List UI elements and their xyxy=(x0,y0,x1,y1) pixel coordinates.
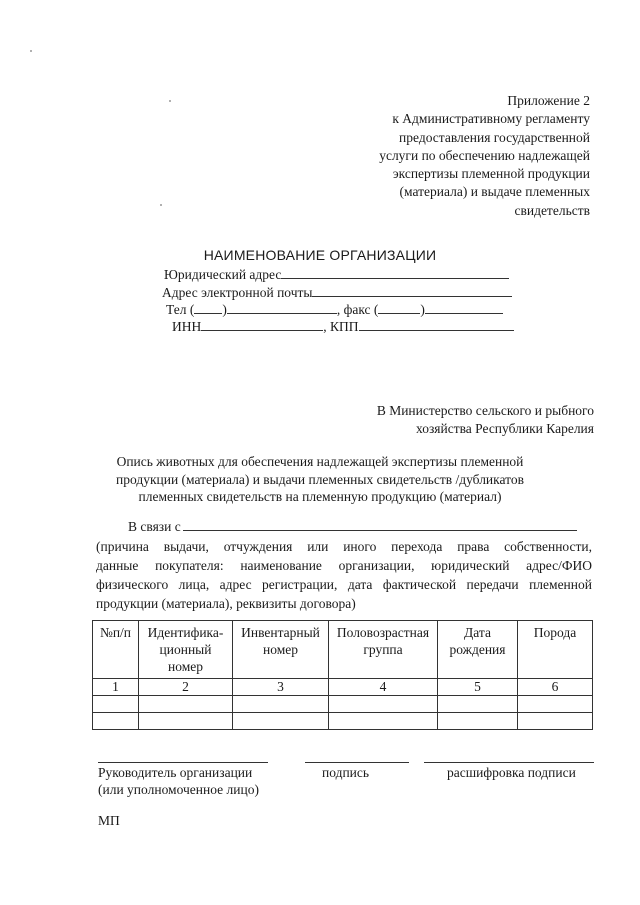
table-cell[interactable] xyxy=(329,713,438,730)
table-cell: 5 xyxy=(438,679,518,696)
phone-code-field[interactable] xyxy=(194,301,222,314)
table-cell[interactable] xyxy=(233,713,329,730)
inn-kpp-row xyxy=(172,318,514,335)
appendix-line: (материала) и выдаче племенных xyxy=(399,184,590,200)
table-header-cell xyxy=(438,621,518,679)
fax-close: ) xyxy=(420,302,425,317)
table-cell[interactable] xyxy=(329,696,438,713)
header-inventory-number: Инвентарный номер xyxy=(241,625,320,657)
appendix-line: к Административному регламенту xyxy=(392,111,590,127)
head-signature-line[interactable] xyxy=(98,762,268,763)
header-number: №п/п xyxy=(99,625,132,640)
kpp-field[interactable] xyxy=(359,318,514,331)
header-birth-date: Дата рождения xyxy=(449,625,506,657)
table-cell[interactable] xyxy=(93,696,139,713)
reason-explanation-line: (причина выдачи, отчуждения или иного перехода права собственности, xyxy=(96,539,592,554)
email-row xyxy=(162,284,512,301)
reason-explanation-line: физического лица, адрес регистрации, дата фактической передачи племенной xyxy=(96,577,592,592)
scan-speck xyxy=(160,204,162,206)
table-cell[interactable] xyxy=(518,713,593,730)
table-cell: 4 xyxy=(329,679,438,696)
phone-number-field[interactable] xyxy=(227,301,337,314)
table-cell[interactable] xyxy=(438,713,518,730)
phone-label: Тел ( xyxy=(166,302,195,317)
fax-number-field[interactable] xyxy=(425,301,503,314)
table-column-numbers-row xyxy=(93,679,593,696)
reason-row xyxy=(128,518,577,535)
legal-address-label: Юридический адрес xyxy=(164,267,282,282)
kpp-label: , КПП xyxy=(323,319,359,334)
scan-speck xyxy=(30,50,32,52)
table-cell[interactable] xyxy=(139,713,233,730)
table-header-cell xyxy=(93,621,139,679)
appendix-line: услуги по обеспечению надлежащей xyxy=(379,147,590,163)
phone-fax-row xyxy=(166,301,503,318)
header-sex-age-group: Половозрастная группа xyxy=(336,625,430,657)
reason-explanation xyxy=(96,537,592,613)
signature-decode-line[interactable] xyxy=(424,762,594,763)
head-label: Руководитель организации xyxy=(98,765,253,780)
table-cell[interactable] xyxy=(518,696,593,713)
signature-decode-label: расшифровка подписи xyxy=(447,765,576,780)
appendix-line: Приложение 2 xyxy=(507,93,590,108)
stamp-place: МП xyxy=(98,813,120,828)
table-cell: 2 xyxy=(139,679,233,696)
fax-label: , факс ( xyxy=(336,302,379,317)
appendix-line: свидетельств xyxy=(514,202,590,218)
legal-address-field[interactable] xyxy=(281,266,509,279)
addressee-line: хозяйства Республики Карелия xyxy=(415,421,594,436)
inn-field[interactable] xyxy=(201,318,323,331)
phone-close: ) xyxy=(222,302,227,317)
inn-label: ИНН xyxy=(172,319,202,334)
header-id-number: Идентифика- ционный номер xyxy=(147,625,224,674)
reason-field[interactable] xyxy=(183,518,577,531)
table-row xyxy=(93,696,593,713)
table-header-cell xyxy=(139,621,233,679)
table-row xyxy=(93,713,593,730)
email-label: Адрес электронной почты xyxy=(162,285,313,300)
header-breed: Порода xyxy=(533,625,577,640)
reason-explanation-line: данные покупателя: наименование организации, юридический адрес/ФИО xyxy=(96,558,592,573)
table-cell[interactable] xyxy=(438,696,518,713)
email-field[interactable] xyxy=(312,284,512,297)
appendix-line: предоставления государственной xyxy=(399,129,590,145)
inventory-title-line: Опись животных для обеспечения надлежащей экспертизы племенной xyxy=(116,454,524,469)
scan-speck xyxy=(169,100,171,102)
appendix-line: экспертизы племенной продукции xyxy=(392,166,590,182)
organization-title: НАИМЕНОВАНИЕ ОРГАНИЗАЦИИ xyxy=(203,247,437,263)
table-cell: 1 xyxy=(93,679,139,696)
signature-label: подпись xyxy=(322,765,370,780)
table-header-cell xyxy=(233,621,329,679)
table-header-cell xyxy=(329,621,438,679)
table-cell[interactable] xyxy=(139,696,233,713)
head-label-note: (или уполномоченное лицо) xyxy=(98,782,259,797)
table-cell[interactable] xyxy=(93,713,139,730)
legal-address-row xyxy=(164,266,509,283)
table-header-cell xyxy=(518,621,593,679)
animals-table xyxy=(92,620,593,730)
addressee-line: В Министерство сельского и рыбного xyxy=(376,403,594,418)
table-cell[interactable] xyxy=(233,696,329,713)
reason-explanation-line: продукции (материала), реквизиты договора) xyxy=(96,596,356,611)
fax-code-field[interactable] xyxy=(378,301,420,314)
signature-line[interactable] xyxy=(305,762,409,763)
table-cell: 3 xyxy=(233,679,329,696)
table-header-row xyxy=(93,621,593,679)
inventory-title-line: племенных свидетельств на племенную продукцию (материал) xyxy=(138,489,502,504)
addressee-block xyxy=(377,402,594,438)
appendix-block xyxy=(290,92,590,220)
inventory-title-line: продукции (материала) и выдачи племенных свидетельств /дубликатов xyxy=(115,471,525,487)
inventory-title xyxy=(0,453,640,506)
reason-label: В связи с xyxy=(128,519,181,534)
table-cell: 6 xyxy=(518,679,593,696)
